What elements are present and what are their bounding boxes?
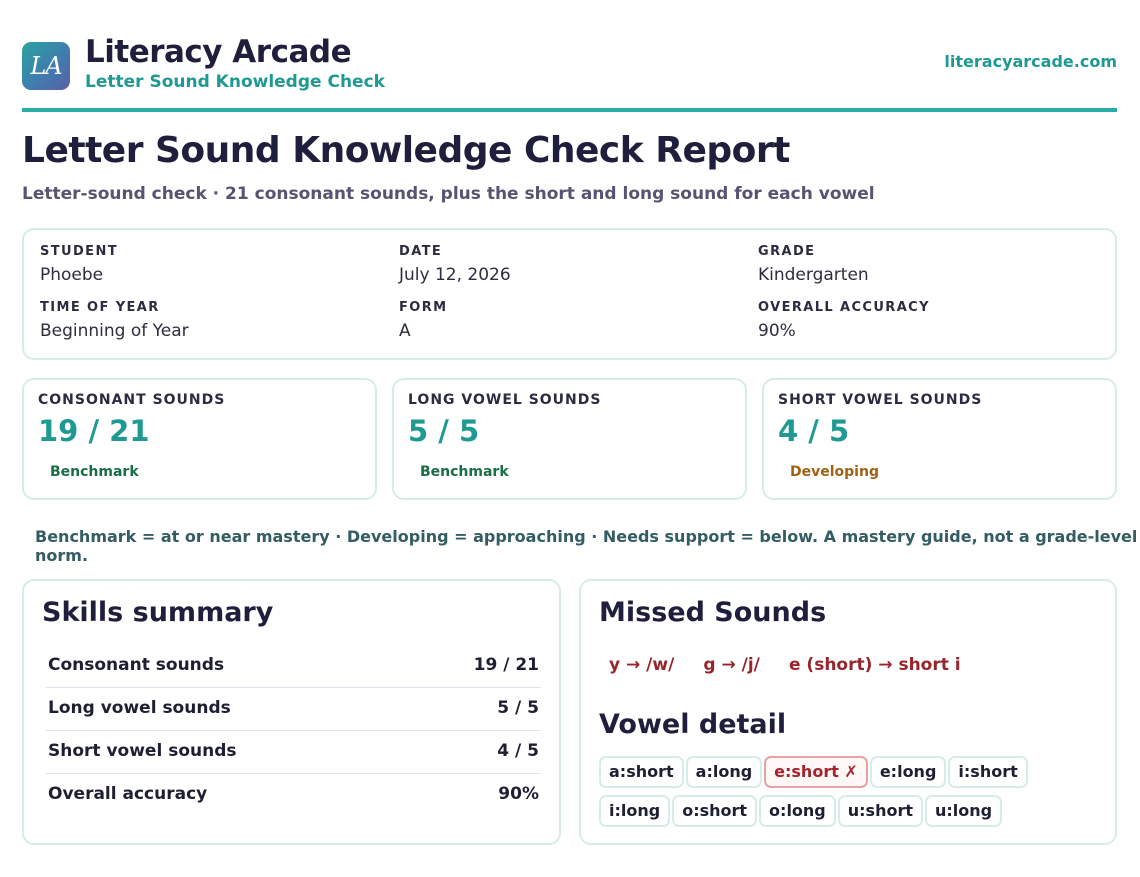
date-label: DATE [399,244,443,259]
vowel-chip-list [599,756,1119,834]
form-label: FORM [399,300,448,315]
literacy-arcade-logo-icon: LA [22,42,70,90]
skill-score: 19 / 21 [473,655,539,675]
student-field [40,244,118,285]
stat-value: 5 / 5 [408,414,480,448]
missed-sounds-list [609,655,985,679]
grade-field [758,244,869,285]
status-badge: Developing [790,464,879,480]
skill-score: 90% [498,784,539,804]
time-of-year-field [40,300,189,341]
vowel-chip-missed: e:short ✗ [764,756,868,788]
brand-subtitle: Letter Sound Knowledge Check [85,72,385,92]
brand-name: Literacy Arcade [85,34,352,70]
table-row [46,688,541,731]
time-of-year-value: Beginning of Year [40,321,189,341]
short-vowel-sounds-card [762,378,1117,500]
skill-name: Short vowel sounds [48,741,237,761]
skill-name: Long vowel sounds [48,698,231,718]
overall-accuracy-label: OVERALL ACCURACY [758,300,930,315]
missed-sound-item: y → /w/ [609,655,675,675]
vowel-chip: a:long [686,756,763,788]
table-row [46,774,541,817]
stat-value: 19 / 21 [38,414,150,448]
vowel-chip: e:long [870,756,947,788]
page-subtitle: Letter-sound check · 21 consonant sounds, plus the short and long sound for each vowel [22,184,875,204]
long-vowel-sounds-card [392,378,747,500]
missed-sounds-title: Missed Sounds [599,597,827,628]
missed-sounds-panel [579,579,1117,845]
missed-sound-item: g → /j/ [703,655,760,675]
vowel-chip: a:short [599,756,684,788]
header-divider [22,108,1117,112]
vowel-chip: o:long [759,795,836,827]
date-field [399,244,511,285]
student-value: Phoebe [40,265,104,285]
missed-sound-item: e (short) → short i [788,655,961,675]
vowel-chip: o:short [672,795,757,827]
header [22,34,1117,94]
skills-summary-panel [22,579,561,845]
form-value: A [399,321,411,341]
status-badge: Benchmark [420,464,509,480]
table-row [46,645,541,688]
student-label: STUDENT [40,244,119,259]
page-title: Letter Sound Knowledge Check Report [22,130,790,171]
stat-label: CONSONANT SOUNDS [38,392,226,408]
vowel-chip: u:long [925,795,1002,827]
form-field [399,300,447,341]
stat-label: SHORT VOWEL SOUNDS [778,392,983,408]
skill-score: 4 / 5 [497,741,539,761]
table-row [46,731,541,774]
stat-value: 4 / 5 [778,414,850,448]
stat-label: LONG VOWEL SOUNDS [408,392,602,408]
overall-accuracy-field [758,300,930,341]
skill-score: 5 / 5 [497,698,539,718]
grade-label: GRADE [758,244,816,259]
vowel-chip: i:long [599,795,670,827]
status-badge: Benchmark [50,464,139,480]
skills-summary-title: Skills summary [42,597,274,628]
vowel-chip: i:short [948,756,1027,788]
vowel-chip: u:short [838,795,923,827]
site-link[interactable]: literacyarcade.com [944,52,1117,71]
grade-value: Kindergarten [758,265,869,285]
vowel-detail-title: Vowel detail [599,709,787,740]
consonant-sounds-card [22,378,377,500]
student-info-card [22,228,1117,360]
benchmark-legend-note: Benchmark = at or near mastery · Developing = approaching · Needs support = below. A mastery guide, not a grade-level norm. [35,527,1138,565]
date-value: July 12, 2026 [399,265,511,285]
time-of-year-label: TIME OF YEAR [40,300,160,315]
skill-name: Overall accuracy [48,784,208,804]
skill-name: Consonant sounds [48,655,225,675]
skills-table [46,645,541,817]
overall-accuracy-value: 90% [758,321,796,341]
